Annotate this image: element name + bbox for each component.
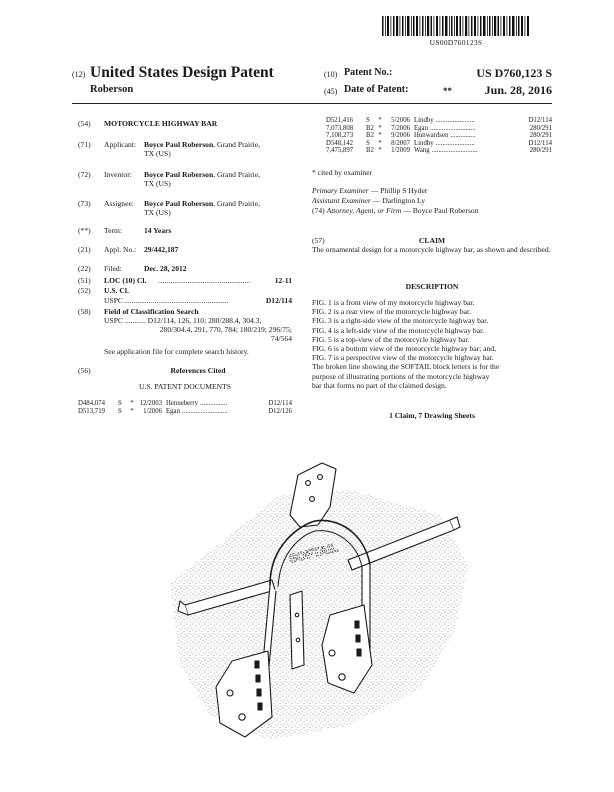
code-52: (52) (78, 286, 91, 295)
description-line: FIG. 1 is a front view of my motorcycle highway bar. (312, 298, 475, 307)
code-21: (21) (78, 245, 91, 254)
applicant-location: TX (US) (144, 149, 171, 158)
inventor-label: Inventor: (104, 170, 132, 179)
left-reference-list (78, 400, 292, 415)
loc-dots: ................................................ (159, 276, 251, 285)
code-54: (54) (78, 119, 91, 128)
code-45: (45) (324, 87, 338, 96)
uspc-label: USPC (104, 296, 123, 305)
description-line: The broken line showing the SOFTAIL block letters is for the (312, 362, 500, 372)
term-label: Term: (104, 226, 123, 235)
claim-heading: CLAIM (418, 236, 446, 245)
reference-row: D521,416 S * 5/2006 Lindby ....................... D12/114 (326, 117, 552, 124)
publication-number-barcode-text: US00D760123S (429, 38, 483, 47)
inventor-surname: Roberson (90, 84, 134, 95)
assignee-location: TX (US) (144, 208, 171, 217)
code-73: (73) (78, 199, 91, 208)
references-cited-heading: References Cited (170, 366, 226, 375)
code-22: (22) (78, 264, 91, 273)
document-title: United States Design Patent (90, 64, 274, 81)
description-line: FIG. 7 is a perspective view of the motorcycle highway bar. (312, 353, 494, 363)
assignee-label: Assignee: (104, 199, 134, 208)
appl-no-label: Appl. No.: (104, 245, 137, 254)
softail-label: SOFTAIL (287, 540, 340, 566)
uspc-dots: ....................................................... (124, 296, 229, 305)
field-of-search-line-1: USPC ........... D12/114, 126, 110; 280/288.4, 304.3, (104, 316, 262, 325)
applicant-label: Applicant: (104, 140, 137, 149)
code-56: (56) (78, 366, 91, 375)
field-of-search-line-2: 280/304.4, 291, 770, 784; 180/219; 296/75; (159, 325, 292, 334)
code-51: (51) (78, 276, 91, 285)
loc-value: 12-11 (274, 276, 292, 285)
description-list (312, 298, 552, 390)
inventor-info: Boyce Paul Roberson, Grand Prairie, (144, 170, 260, 179)
assignee-info: Boyce Paul Roberson, Grand Prairie, (144, 199, 260, 208)
reference-row: D484,074 S * 12/2003 Henneberry ................ D12/114 (78, 400, 292, 407)
inventor-location: TX (US) (144, 179, 171, 188)
date-of-patent: Jun. 28, 2016 (484, 83, 552, 97)
right-reference-list (326, 117, 552, 155)
reference-row: 7,475,897 B2 * 1/2009 Wang ........................... 280/291 (326, 147, 552, 155)
filed-label: Filed: (104, 264, 122, 273)
reference-row: 7,073,808 B2 * 7/2006 Egan ........................... 280/291 (326, 124, 552, 132)
claims-sheets-summary: 1 Claim, 7 Drawing Sheets (389, 411, 475, 420)
filed-value: Dec. 28, 2012 (144, 264, 187, 273)
reference-row: D548,142 S * 8/2007 Lindby ....................... D12/114 (326, 139, 552, 147)
code-71: (71) (78, 140, 91, 149)
loc-label: LOC (10) Cl. (104, 276, 147, 285)
description-line: bar that forms no part of the claimed design. (312, 380, 447, 390)
term-value: 14 Years (144, 226, 172, 235)
design-title: MOTORCYCLE HIGHWAY BAR (104, 119, 218, 128)
description-line: FIG. 4 is a left-side view of the motorcycle highway bar. (312, 325, 485, 335)
description-line: FIG. 2 is a rear view of the motorcycle highway bar. (312, 307, 471, 317)
header-divider (72, 103, 552, 104)
code-term: (**) (78, 226, 91, 235)
uspc-value: D12/114 (265, 296, 292, 305)
reference-row: 7,108,273 B2 * 9/2006 Hunwardsen ............... 280/291 (326, 132, 552, 140)
description-line: purpose of illustrating portions of the motorcycle highway (312, 371, 490, 381)
field-of-search-label: Field of Classification Search (104, 307, 199, 316)
date-marker: ** (443, 86, 452, 96)
code-72: (72) (78, 170, 91, 179)
code-57: (57) (312, 236, 325, 245)
attorney-agent: (74) Attorney, Agent, or Firm — Boyce Paul Roberson (312, 206, 479, 215)
field-of-search-line-3: 74/564 (270, 334, 292, 343)
us-cl-label: U.S. Cl. (104, 286, 129, 295)
code-12: (12) (72, 70, 86, 79)
assistant-examiner: Assistant Examiner — Darlington Ly (312, 196, 426, 205)
barcode (382, 16, 530, 36)
code-58: (58) (78, 307, 91, 316)
description-line: FIG. 3 is a right-side view of the motorcycle highway bar. (312, 316, 489, 326)
code-10: (10) (324, 70, 338, 79)
perspective-drawing (150, 455, 470, 755)
primary-examiner: Primary Examiner — Phillip S Hyder (312, 186, 428, 195)
patent-number-label: Patent No.: (344, 67, 393, 78)
claim-text: The ornamental design for a motorcycle highway bar, as shown and described. (312, 245, 551, 254)
description-line: FIG. 5 is a top-view of the motorcycle highway bar. (312, 334, 470, 344)
description-heading: DESCRIPTION (405, 282, 459, 291)
applicant-info: Boyce Paul Roberson, Grand Prairie, (144, 140, 260, 149)
date-of-patent-label: Date of Patent: (344, 84, 409, 95)
cited-by-examiner-note: * cited by examiner (312, 168, 373, 177)
us-patent-documents-heading: U.S. PATENT DOCUMENTS (139, 382, 231, 391)
patent-number: US D760,123 S (476, 66, 552, 80)
stipple-shading (170, 490, 468, 740)
reference-row: D513,719 S * 1/2006 Egan ........................... D12/126 (78, 407, 292, 415)
search-history-note: See application file for complete search history. (104, 347, 249, 356)
appl-no-value: 29/442,187 (144, 245, 179, 254)
description-line: FIG. 6 is a bottom view of the motorcycle highway bar; and, (312, 344, 497, 354)
